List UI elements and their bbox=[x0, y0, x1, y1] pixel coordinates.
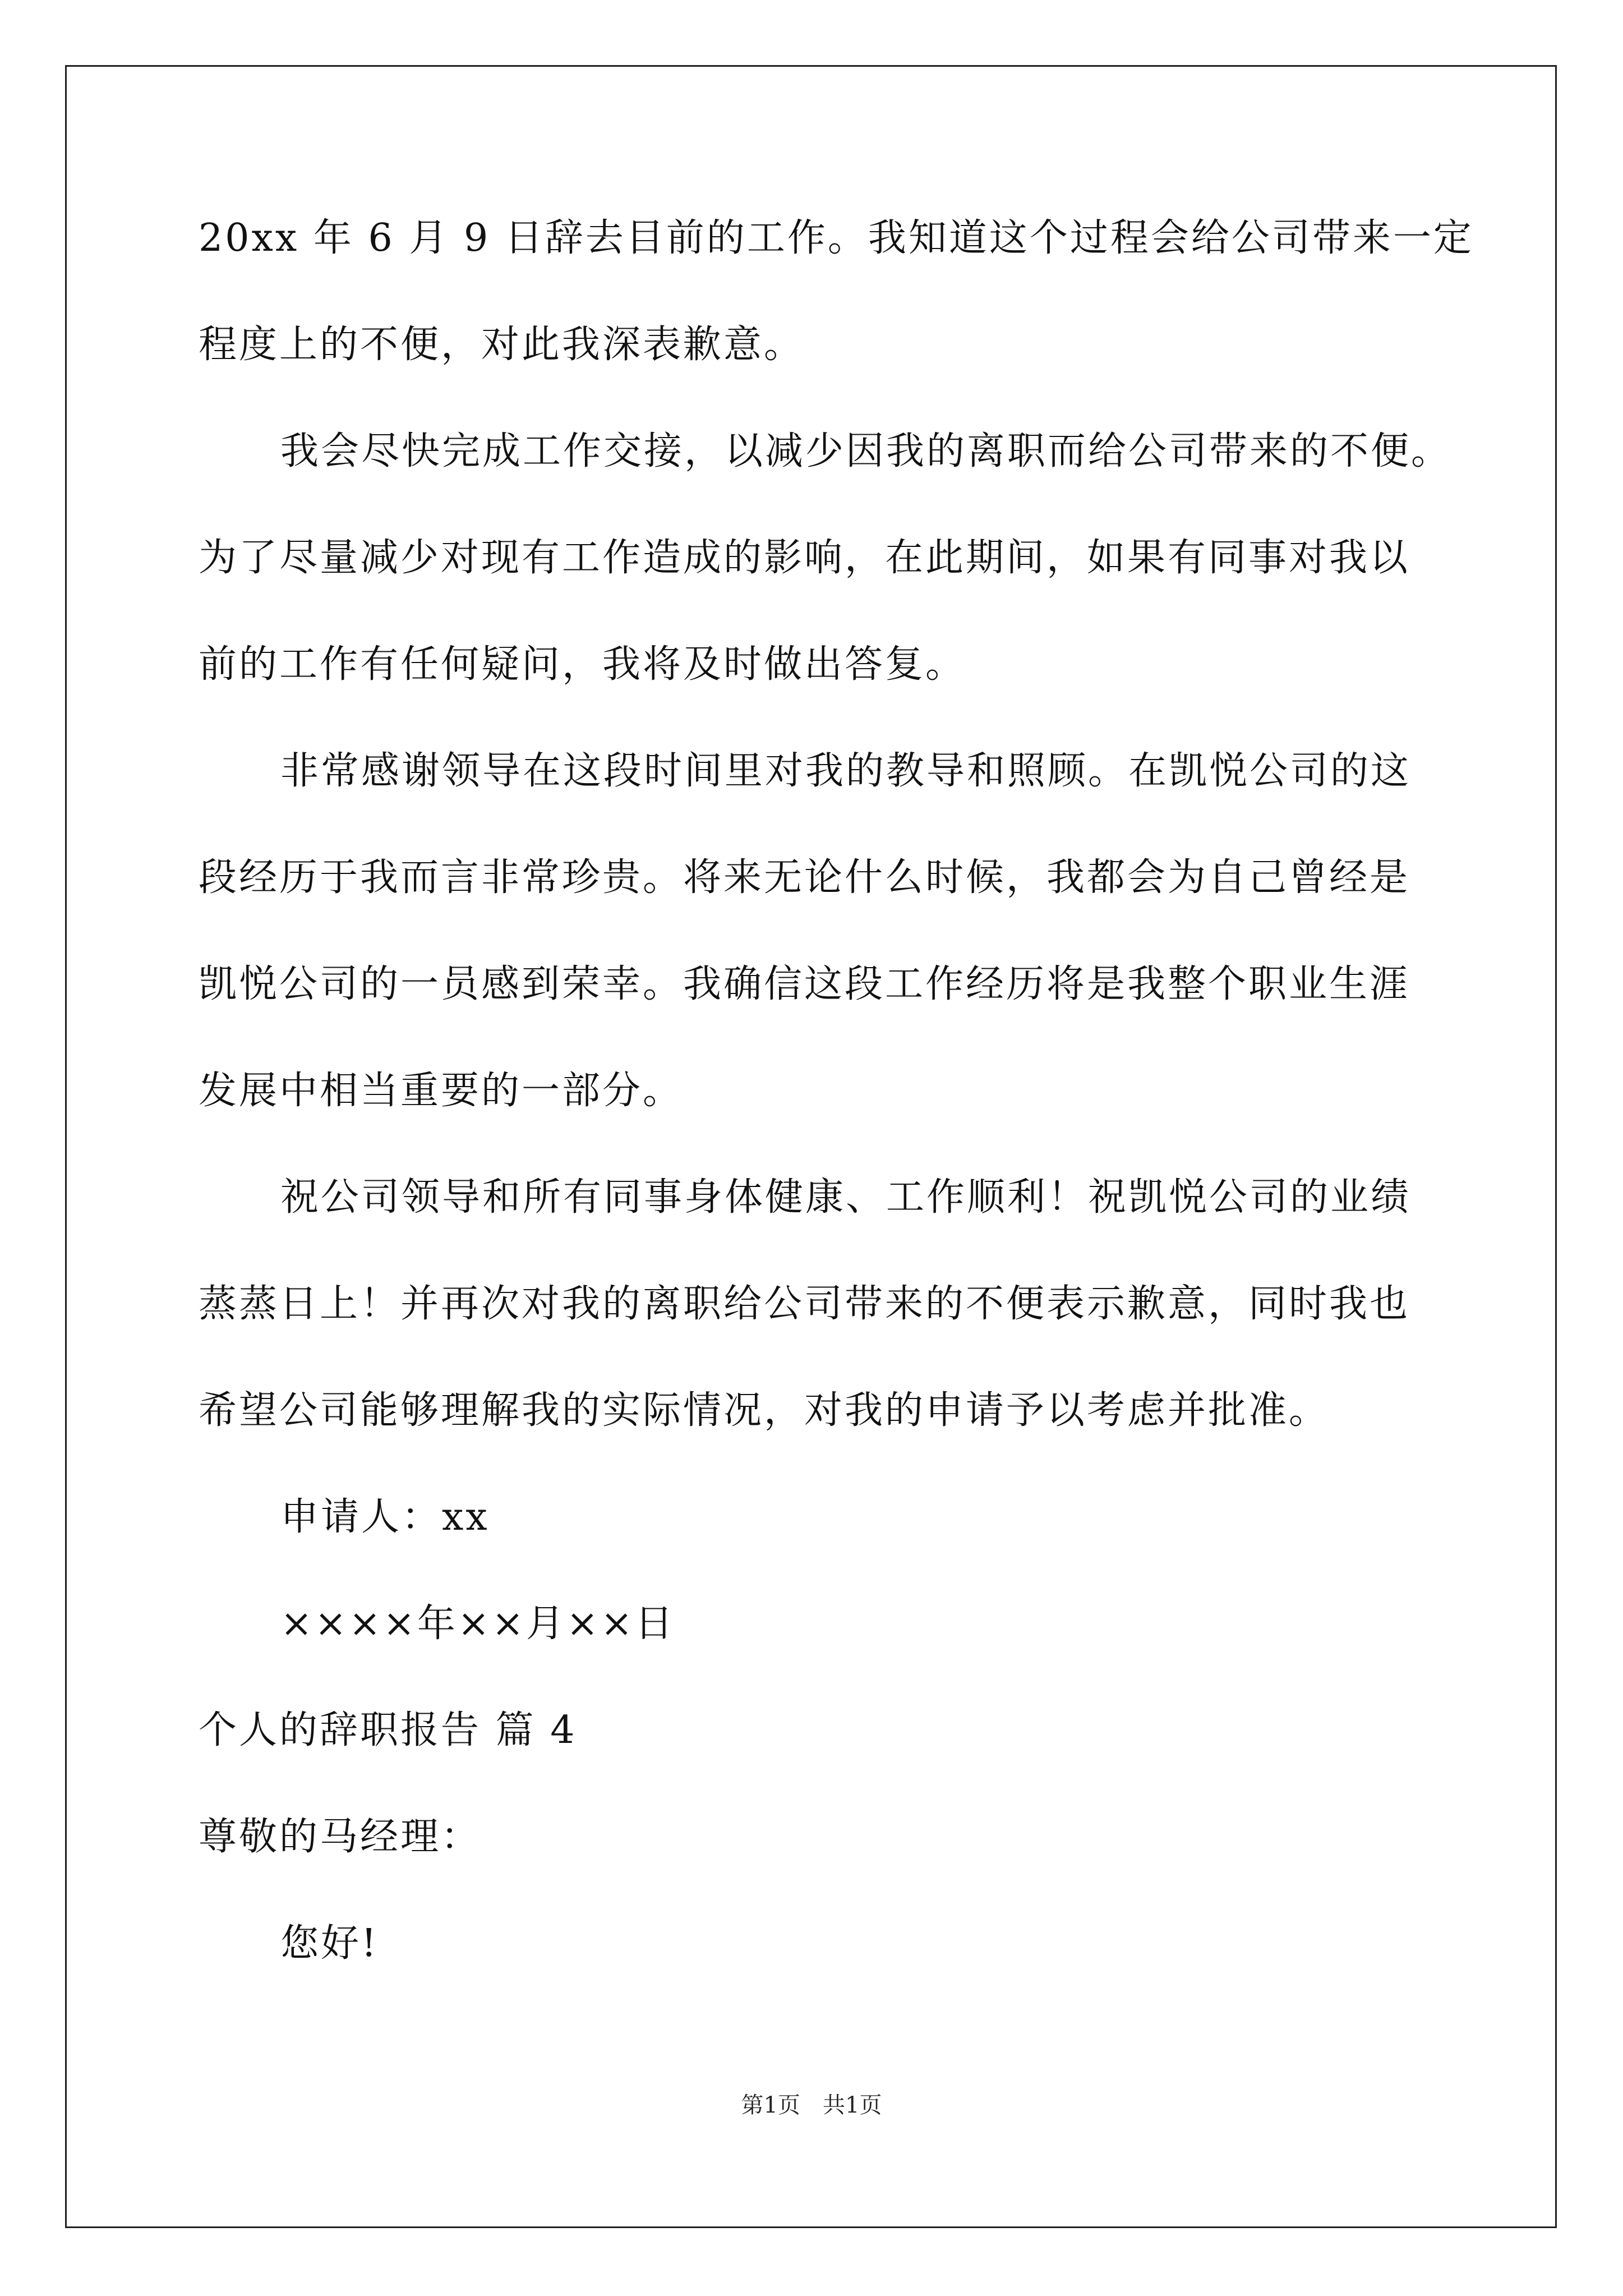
paragraph-line: 蒸蒸日上！并再次对我的离职给公司带来的不便表示歉意，同时我也 bbox=[199, 1282, 1410, 1326]
paragraph-line: 凯悦公司的一员感到荣幸。我确信这段工作经历将是我整个职业生涯 bbox=[199, 962, 1410, 1006]
greeting: 您好! bbox=[280, 1921, 379, 1966]
page-footer bbox=[0, 2091, 1623, 2119]
paragraph-line: 前的工作有任何疑问，我将及时做出答复。 bbox=[199, 642, 966, 687]
salutation: 尊敬的马经理： bbox=[199, 1815, 482, 1859]
paragraph-line: 程度上的不便，对此我深表歉意。 bbox=[199, 323, 805, 367]
paragraph-line: 20xx 年 6 月 9 日辞去目前的工作。我知道这个过程会给公司带来一定 bbox=[199, 216, 1474, 260]
paragraph-line: 发展中相当重要的一部分。 bbox=[199, 1069, 684, 1113]
date-line: ××××年××月××日 bbox=[280, 1602, 675, 1646]
applicant-line: 申请人：xx bbox=[280, 1495, 490, 1539]
page-border bbox=[65, 65, 1557, 2228]
paragraph-line: 希望公司能够理解我的实际情况，对我的申请予以考虑并批准。 bbox=[199, 1388, 1330, 1433]
section-heading: 个人的辞职报告 篇 4 bbox=[199, 1708, 577, 1752]
paragraph-line: 祝公司领导和所有同事身体健康、工作顺利！祝凯悦公司的业绩 bbox=[280, 1175, 1412, 1220]
page-number: 第1页 bbox=[741, 2092, 800, 2118]
paragraph-line: 我会尽快完成工作交接，以减少因我的离职而给公司带来的不便。 bbox=[280, 429, 1452, 473]
paragraph-line: 为了尽量减少对现有工作造成的影响，在此期间，如果有同事对我以 bbox=[199, 536, 1410, 580]
page-total: 共1页 bbox=[823, 2092, 882, 2118]
paragraph-line: 段经历于我而言非常珍贵。将来无论什么时候，我都会为自己曾经是 bbox=[199, 855, 1410, 900]
paragraph-line: 非常感谢领导在这段时间里对我的教导和照顾。在凯悦公司的这 bbox=[280, 749, 1412, 793]
